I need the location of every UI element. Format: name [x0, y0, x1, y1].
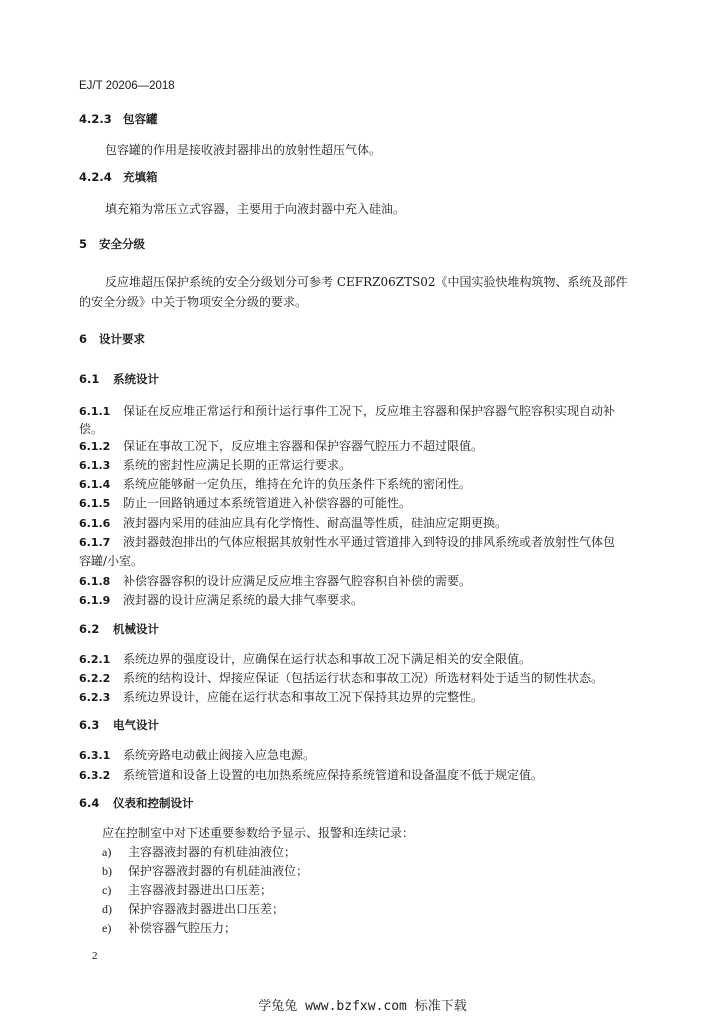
clause-6-1-1	[79, 402, 615, 419]
clause-6-1-5	[79, 494, 411, 511]
heading-title: 仪表和控制设计	[113, 796, 194, 810]
heading-6-4	[79, 795, 194, 811]
clause-text: 系统的结构设计、焊接应保证（包括运行状态和事故工况）所选材料处于适当的韧性状态。	[123, 671, 604, 685]
heading-number: 5	[79, 237, 88, 251]
heading-6-1	[79, 371, 159, 387]
heading-number: 4.2.4	[79, 170, 112, 184]
heading-title: 设计要求	[99, 332, 145, 346]
clause-number: 6.1.8	[79, 575, 111, 588]
clause-number: 6.1.2	[79, 440, 111, 453]
clause-6-3-2	[79, 766, 543, 783]
heading-6-2	[79, 621, 159, 637]
list-item-c	[102, 881, 272, 898]
clause-text: 系统旁路电动截止阀接入应急电源。	[123, 748, 316, 762]
paragraph-5-line-1: 反应堆超压保护系统的安全分级划分可参考 CEFRZ06ZTS02《中国实验快堆构筑物、系统及部件	[105, 275, 628, 289]
paragraph-4-2-3: 包容罐的作用是接收液封器排出的放射性超压气体。	[105, 143, 382, 157]
clause-number: 6.2.1	[79, 653, 111, 666]
paragraph-6-4-intro: 应在控制室中对下述重要参数给予显示、报警和连续记录：	[102, 826, 415, 840]
list-marker: e)	[102, 921, 112, 935]
list-item-b	[102, 862, 308, 879]
clause-number: 6.2.3	[79, 691, 111, 704]
clause-number: 6.1.6	[79, 517, 111, 530]
list-marker: b)	[102, 864, 112, 878]
heading-title: 安全分级	[99, 237, 145, 251]
list-marker: a)	[102, 845, 112, 859]
paragraph-5-line-2: 的安全分级》中关于物项安全分级的要求。	[79, 295, 308, 309]
heading-title: 充填箱	[123, 170, 158, 184]
paragraph-4-2-4: 填充箱为常压立式容器，主要用于向液封器中充入硅油。	[105, 202, 406, 216]
clause-6-1-4	[79, 475, 471, 492]
clause-text: 液封器内采用的硅油应具有化学惰性、耐高温等性质，硅油应定期更换。	[123, 516, 508, 530]
clause-number: 6.3.1	[79, 749, 111, 762]
clause-6-2-3	[79, 688, 483, 705]
list-marker: d)	[102, 902, 112, 916]
clause-number: 6.1.4	[79, 478, 111, 491]
clause-6-2-2	[79, 669, 603, 686]
page-number: 2	[92, 950, 98, 962]
clause-number: 6.1.9	[79, 594, 111, 607]
clause-number: 6.2.2	[79, 672, 111, 685]
heading-4-2-3	[79, 111, 158, 127]
clause-text: 补偿容器容积的设计应满足反应堆主容器气腔容积自补偿的需要。	[123, 574, 472, 588]
heading-title: 系统设计	[113, 372, 159, 386]
list-text: 保护容器液封器的有机硅油液位；	[128, 864, 309, 878]
heading-number: 4.2.3	[79, 112, 112, 126]
list-item-a	[102, 843, 296, 860]
clause-text: 保证在反应堆正常运行和预计运行事件工况下，反应堆主容器和保护容器气腔容积实现自动补	[123, 404, 616, 418]
heading-title: 机械设计	[113, 622, 159, 636]
list-text: 保护容器液封器进出口压差；	[128, 902, 285, 916]
heading-6-3	[79, 717, 159, 733]
clause-number: 6.1.1	[79, 405, 111, 418]
list-item-e	[102, 919, 236, 936]
clause-6-1-8	[79, 572, 471, 589]
clause-6-1-2	[79, 437, 483, 454]
clause-6-1-9	[79, 591, 363, 608]
clause-6-1-6	[79, 514, 507, 531]
list-text: 主容器液封器进出口压差；	[128, 883, 273, 897]
clause-6-1-7	[79, 533, 615, 550]
clause-text: 防止一回路钠通过本系统管道进入补偿容器的可能性。	[123, 496, 412, 510]
clause-number: 6.1.5	[79, 497, 111, 510]
clause-6-1-7-continued: 容罐/小室。	[79, 554, 144, 568]
document-code: EJ/T 20206—2018	[79, 80, 175, 92]
clause-text: 液封器鼓泡排出的气体应根据其放射性水平通过管道排入到特设的排风系统或者放射性气体包	[123, 535, 616, 549]
clause-number: 6.1.7	[79, 536, 111, 549]
list-text: 补偿容器气腔压力；	[128, 921, 237, 935]
heading-title: 包容罐	[123, 112, 158, 126]
heading-6	[79, 331, 145, 347]
heading-title: 电气设计	[113, 718, 159, 732]
clause-6-3-1	[79, 746, 315, 763]
clause-text: 保证在事故工况下，反应堆主容器和保护容器气腔压力不超过限值。	[123, 439, 484, 453]
heading-number: 6.4	[79, 796, 100, 810]
heading-number: 6.1	[79, 372, 100, 386]
list-marker: c)	[102, 883, 112, 897]
clause-text: 系统边界的强度设计，应确保在运行状态和事故工况下满足相关的安全限值。	[123, 652, 532, 666]
heading-5	[79, 236, 145, 252]
clause-number: 6.1.3	[79, 459, 111, 472]
clause-text: 系统管道和设备上设置的电加热系统应保持系统管道和设备温度不低于规定值。	[123, 768, 544, 782]
heading-number: 6.2	[79, 622, 100, 636]
heading-4-2-4	[79, 169, 158, 185]
heading-number: 6	[79, 332, 88, 346]
heading-number: 6.3	[79, 718, 100, 732]
clause-text: 系统边界设计，应能在运行状态和事故工况下保持其边界的完整性。	[123, 690, 484, 704]
list-text: 主容器液封器的有机硅油液位；	[128, 845, 297, 859]
clause-number: 6.3.2	[79, 769, 111, 782]
clause-text: 系统的密封性应满足长期的正常运行要求。	[123, 458, 352, 472]
clause-6-2-1	[79, 650, 531, 667]
list-item-d	[102, 900, 284, 917]
clause-text: 液封器的设计应满足系统的最大排气率要求。	[123, 593, 364, 607]
footer-watermark-link[interactable]: 学兔兔 www.bzfxw.com 标准下载	[258, 999, 467, 1014]
clause-text: 系统应能够耐一定负压，维持在允许的负压条件下系统的密闭性。	[123, 477, 472, 491]
clause-6-1-1-continued: 偿。	[79, 422, 104, 436]
clause-6-1-3	[79, 456, 351, 473]
